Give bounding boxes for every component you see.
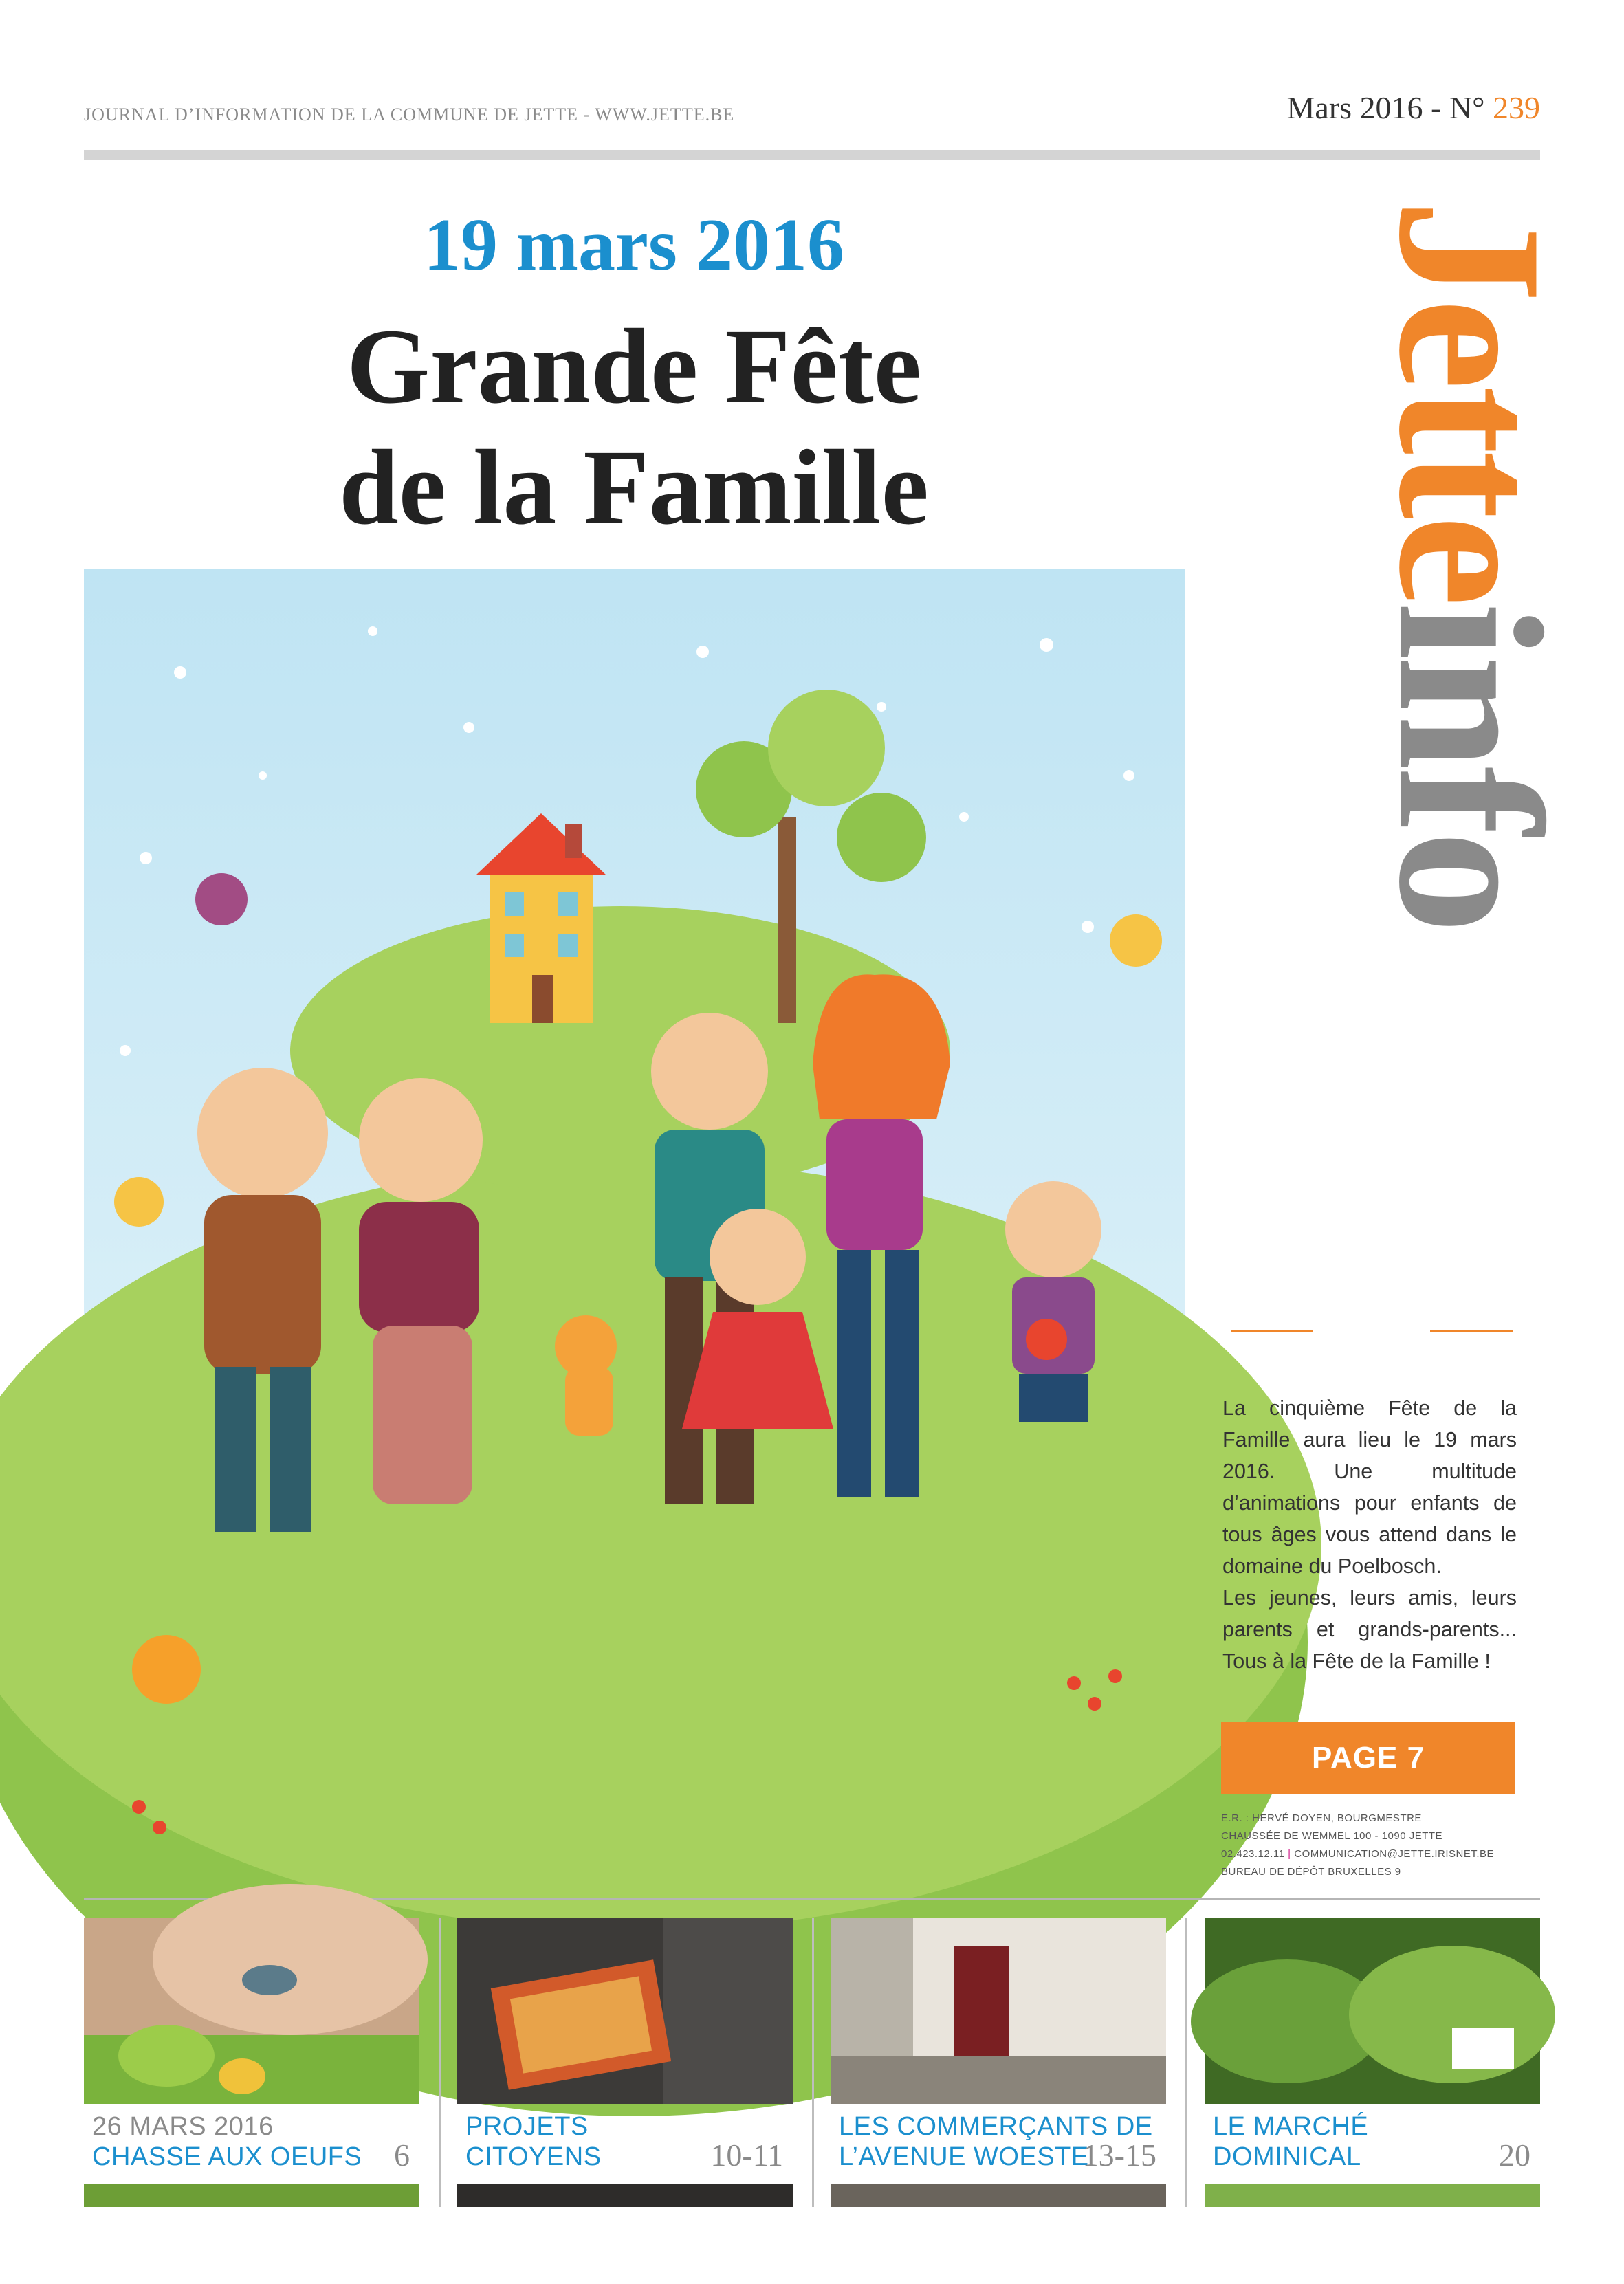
imprint	[1221, 1810, 1524, 1881]
teaser-photo-sunday-market	[1205, 1918, 1540, 2104]
teaser-photo-citizen-projects	[457, 1918, 793, 2104]
teaser-separator	[812, 1918, 814, 2207]
teaser-page: 10-11	[710, 2138, 783, 2173]
imprint-depot: BUREAU DE DÉPÔT BRUXELLES 9	[1221, 1866, 1401, 1878]
svg-text:Jetteinfo	[1357, 199, 1585, 930]
top-divider	[84, 150, 1540, 160]
teaser-title: CHASSE AUX OEUFS	[92, 2142, 362, 2171]
teaser-card-citizen-projects[interactable]	[457, 1918, 793, 2207]
teaser-page: 20	[1499, 2138, 1530, 2173]
teaser-strip	[1205, 2184, 1540, 2207]
teaser-page: 6	[394, 2138, 410, 2173]
teaser-card-easter-egg-hunt[interactable]	[84, 1918, 419, 2207]
teaser-strip	[84, 2184, 419, 2207]
imprint-contact: 02.423.12.11 | COMMUNICATION@JETTE.IRISNET.BE	[1221, 1848, 1495, 1860]
article-summary	[1222, 1392, 1517, 1677]
teaser-photo-easter-egg-hunt	[84, 1918, 419, 2104]
headline-line-2: de la Famille	[339, 428, 929, 547]
imprint-publisher: E.R. : HERVÉ DOYEN, BOURGMESTRE	[1221, 1812, 1422, 1824]
page-7-button[interactable]: PAGE 7	[1221, 1722, 1515, 1794]
teaser-strip	[831, 2184, 1166, 2207]
teaser-title-line-1: PROJETS	[465, 2112, 589, 2141]
teaser-card-sunday-market[interactable]	[1205, 1918, 1540, 2207]
teaser-separator	[439, 1918, 441, 2207]
teaser-separator	[1185, 1918, 1187, 2207]
headline-line-1: Grande Fête	[346, 307, 922, 426]
event-date: 19 mars 2016	[424, 204, 844, 286]
teaser-card-woeste-shops[interactable]	[831, 1918, 1166, 2207]
issue-number: 239	[1493, 90, 1540, 125]
teaser-page: 13-15	[1082, 2138, 1156, 2173]
teaser-title-line-1: LE MARCHÉ	[1213, 2112, 1369, 2141]
headline-title	[84, 306, 1184, 548]
issue-info	[1287, 89, 1540, 126]
masthead-jette: Jette	[1357, 199, 1585, 603]
family-illustration	[84, 569, 1185, 1870]
imprint-phone: 02.423.12.11	[1221, 1848, 1285, 1860]
teaser-strip	[457, 2184, 793, 2207]
imprint-email[interactable]: COMMUNICATION@JETTE.IRISNET.BE	[1294, 1848, 1495, 1860]
issue-prefix: Mars 2016 - N°	[1286, 90, 1485, 125]
summary-paragraph-2: Les jeunes, leurs amis, leurs parents et grands-parents... Tous à la Fête de la Famille !	[1222, 1586, 1517, 1673]
masthead-info: info	[1357, 602, 1585, 930]
publication-tagline: JOURNAL D’INFORMATION DE LA COMMUNE DE JETTE - WWW.JETTE.BE	[84, 105, 735, 124]
summary-paragraph-1: La cinquième Fête de la Famille aura lieu le 19 mars 2016. Une multitude d’animations pour enfants de tous âges vous attend dans le domaine du Poelbosch.	[1222, 1396, 1517, 1578]
teaser-title-line-2: DOMINICAL	[1213, 2142, 1361, 2171]
teaser-title-line-2: L’AVENUE WOESTE	[839, 2142, 1089, 2171]
teaser-title-line-2: CITOYENS	[465, 2142, 602, 2171]
teaser-photo-woeste-shops	[831, 1918, 1166, 2104]
imprint-address: CHAUSSÉE DE WEMMEL 100 - 1090 JETTE	[1221, 1830, 1443, 1842]
teaser-title-line-1: LES COMMERÇANTS DE	[839, 2112, 1153, 2141]
teaser-date: 26 MARS 2016	[92, 2112, 274, 2141]
masthead-logo	[1217, 193, 1585, 1334]
